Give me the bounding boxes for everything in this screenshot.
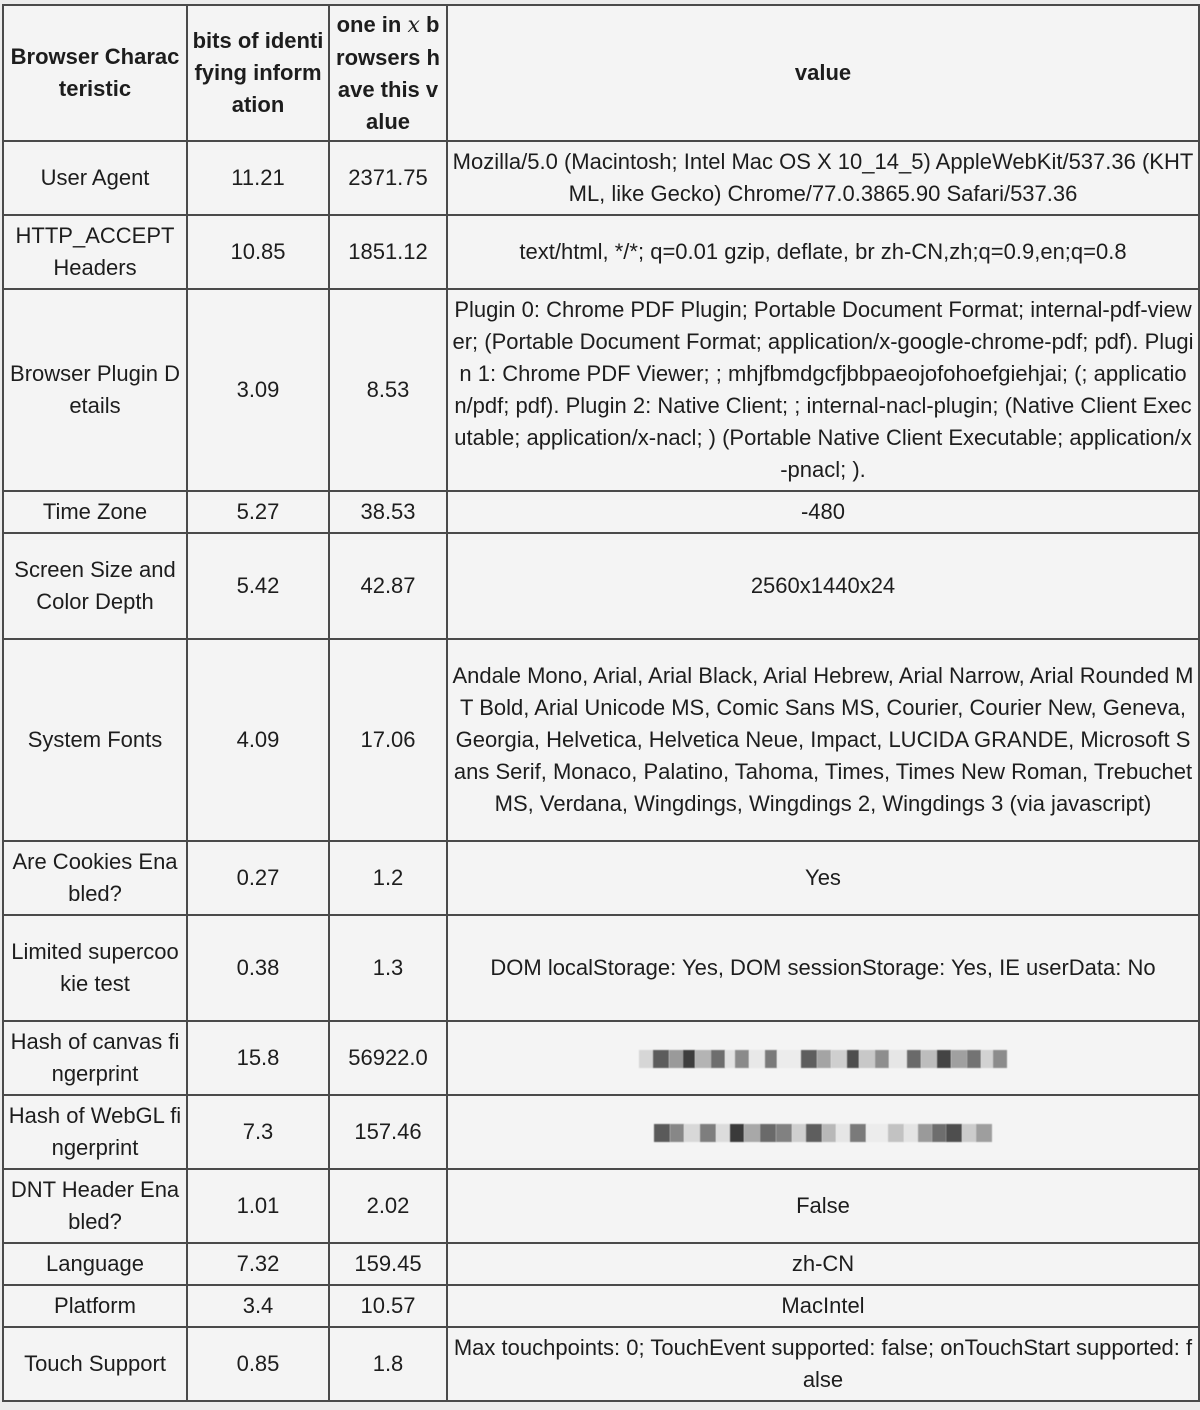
table-row	[3, 639, 1199, 841]
row-characteristic: Browser Plugin Details	[3, 289, 187, 491]
row-bits: 15.8	[187, 1021, 329, 1095]
row-value: Max touchpoints: 0; TouchEvent supported: false; onTouchStart supported: false	[447, 1327, 1199, 1401]
table-row	[3, 915, 1199, 1021]
table-row	[3, 841, 1199, 915]
table-row	[3, 1327, 1199, 1401]
row-one-in: 159.45	[329, 1243, 447, 1285]
row-value: text/html, */*; q=0.01 gzip, deflate, br zh-CN,zh;q=0.9,en;q=0.8	[447, 215, 1199, 289]
redacted-webgl-hash	[654, 1124, 992, 1142]
row-value: -480	[447, 491, 1199, 533]
redacted-canvas-hash	[639, 1050, 1007, 1068]
row-bits: 11.21	[187, 141, 329, 215]
row-value: Plugin 0: Chrome PDF Plugin; Portable Document Format; internal-pdf-viewer; (Portable Document Format; application/x-google-chrome-pdf; pdf). Plugin 1: Chrome PDF Viewer; ; mhjfbmdgcfjbbpaeojofohoefgiehjai; (; application/pdf; pdf). Plugin 2: Native Client; ; internal-nacl-plugin; (Native Client Executable; application/x-nacl; ) (Portable Native Client Executable; application/x-pnacl; ).	[447, 289, 1199, 491]
row-bits: 1.01	[187, 1169, 329, 1243]
row-value: DOM localStorage: Yes, DOM sessionStorage: Yes, IE userData: No	[447, 915, 1199, 1021]
row-value: False	[447, 1169, 1199, 1243]
row-characteristic: Are Cookies Enabled?	[3, 841, 187, 915]
row-characteristic: Hash of canvas fingerprint	[3, 1021, 187, 1095]
row-one-in: 10.57	[329, 1285, 447, 1327]
row-bits: 5.42	[187, 533, 329, 639]
row-characteristic: Limited supercookie test	[3, 915, 187, 1021]
table-row	[3, 533, 1199, 639]
table-row	[3, 141, 1199, 215]
row-bits: 0.38	[187, 915, 329, 1021]
row-value: Andale Mono, Arial, Arial Black, Arial Hebrew, Arial Narrow, Arial Rounded MT Bold, Arial Unicode MS, Comic Sans MS, Courier, Courier New, Geneva, Georgia, Helvetica, Helvetica Neue, Impact, LUCIDA GRANDE, Microsoft Sans Serif, Monaco, Palatino, Tahoma, Times, Times New Roman, Trebuchet MS, Verdana, Wingdings, Wingdings 2, Wingdings 3 (via javascript)	[447, 639, 1199, 841]
row-one-in: 1.3	[329, 915, 447, 1021]
table-row	[3, 289, 1199, 491]
header-bits: bits of identifying information	[187, 5, 329, 141]
fingerprint-table	[2, 4, 1200, 1402]
row-one-in: 2.02	[329, 1169, 447, 1243]
row-characteristic: Platform	[3, 1285, 187, 1327]
row-one-in: 2371.75	[329, 141, 447, 215]
header-one-in	[329, 5, 447, 141]
table-row	[3, 491, 1199, 533]
row-one-in: 17.06	[329, 639, 447, 841]
row-characteristic: User Agent	[3, 141, 187, 215]
table-row	[3, 1243, 1199, 1285]
table-row	[3, 1095, 1199, 1169]
row-characteristic: HTTP_ACCEPT Headers	[3, 215, 187, 289]
row-characteristic: Time Zone	[3, 491, 187, 533]
row-value: Mozilla/5.0 (Macintosh; Intel Mac OS X 10_14_5) AppleWebKit/537.36 (KHTML, like Gecko) Chrome/77.0.3865.90 Safari/537.36	[447, 141, 1199, 215]
row-bits: 4.09	[187, 639, 329, 841]
row-one-in: 157.46	[329, 1095, 447, 1169]
row-bits: 10.85	[187, 215, 329, 289]
row-bits: 7.32	[187, 1243, 329, 1285]
table-row	[3, 1169, 1199, 1243]
row-characteristic: Language	[3, 1243, 187, 1285]
row-bits: 3.09	[187, 289, 329, 491]
row-characteristic: Screen Size and Color Depth	[3, 533, 187, 639]
header-one-in-suffix: browsers have this value	[336, 11, 440, 134]
table-row	[3, 1285, 1199, 1327]
row-characteristic: Touch Support	[3, 1327, 187, 1401]
table-row	[3, 215, 1199, 289]
row-value: 2560x1440x24	[447, 533, 1199, 639]
row-one-in: 56922.0	[329, 1021, 447, 1095]
header-row	[3, 5, 1199, 141]
row-characteristic: DNT Header Enabled?	[3, 1169, 187, 1243]
row-one-in: 1.2	[329, 841, 447, 915]
row-one-in: 38.53	[329, 491, 447, 533]
header-characteristic: Browser Characteristic	[3, 5, 187, 141]
row-value: MacIntel	[447, 1285, 1199, 1327]
table-row	[3, 1021, 1199, 1095]
row-value-redacted	[447, 1095, 1199, 1169]
row-value-redacted	[447, 1021, 1199, 1095]
row-characteristic: Hash of WebGL fingerprint	[3, 1095, 187, 1169]
header-one-in-prefix: one in	[336, 11, 408, 37]
row-value: Yes	[447, 841, 1199, 915]
row-one-in: 1.8	[329, 1327, 447, 1401]
row-bits: 0.27	[187, 841, 329, 915]
row-one-in: 8.53	[329, 289, 447, 491]
row-characteristic: System Fonts	[3, 639, 187, 841]
row-bits: 7.3	[187, 1095, 329, 1169]
row-value: zh-CN	[447, 1243, 1199, 1285]
row-bits: 5.27	[187, 491, 329, 533]
header-value: value	[447, 5, 1199, 141]
header-one-in-var: x	[407, 12, 420, 38]
row-one-in: 1851.12	[329, 215, 447, 289]
row-bits: 3.4	[187, 1285, 329, 1327]
row-bits: 0.85	[187, 1327, 329, 1401]
row-one-in: 42.87	[329, 533, 447, 639]
